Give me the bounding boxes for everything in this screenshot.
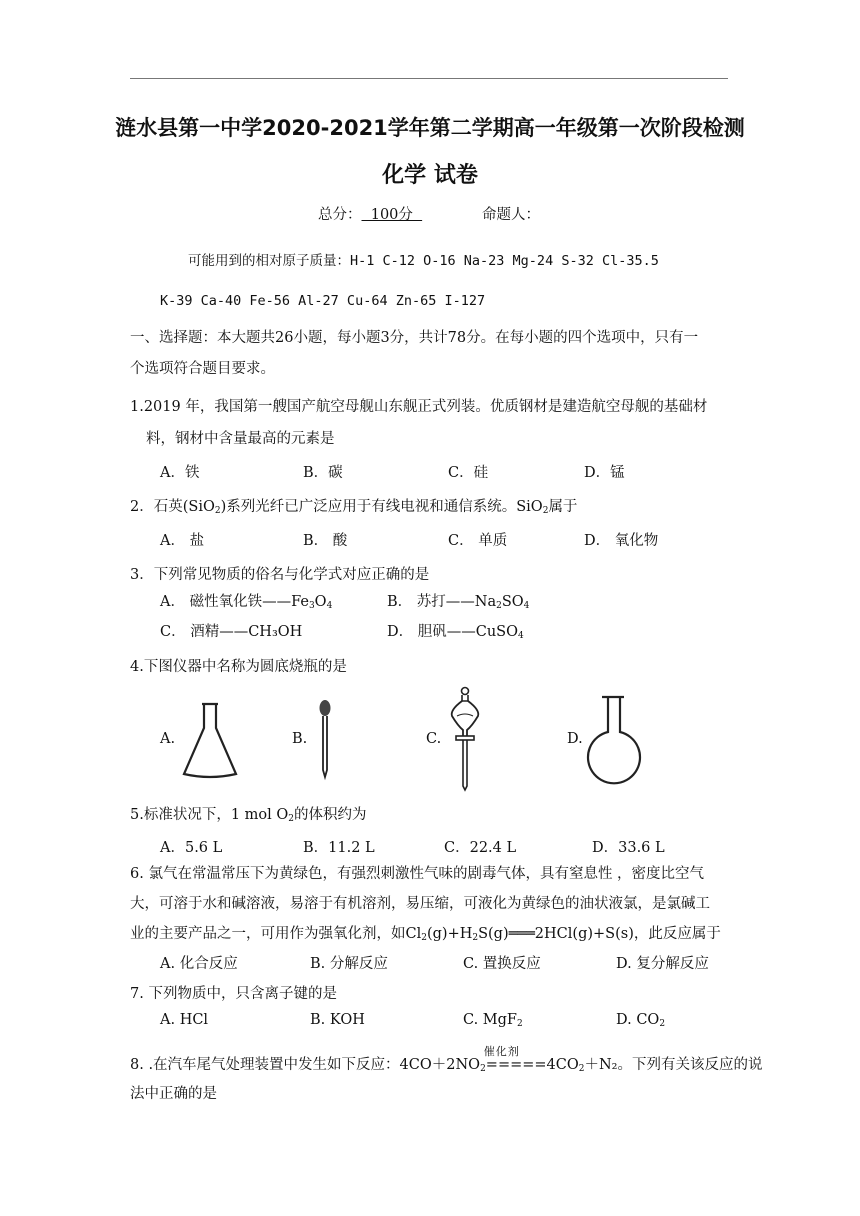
round-bottom-flask-icon [588,692,644,784]
q6-stem-line3: 业的主要产品之一，可用作为强氧化剂，如$Cl_2(g)+H_2S(g)═══2HCl(g)+S(s)$，此反应属于 [130,926,721,943]
catalyst-arrow: 催化剂 ===== [483,1045,547,1073]
q4-option-c: C. [426,731,442,747]
q4-option-d: D. [567,731,583,747]
q1-stem-line1: 1.2019 年，我国第一艘国产航空母舰山东舰正式列装。优质钢材是建造航空母舰的基础材 [130,399,708,415]
q3-option-b: B． 苏打$——Na_2SO_4$ [387,594,530,611]
q3-option-a: A． 磁性氧化铁$——Fe_3O_4$ [160,594,333,611]
separatory-funnel-icon [448,686,482,790]
q2-option-c: C． 单质 [448,533,508,549]
q2-option-a: A． 盐 [160,533,205,549]
header-rule [130,78,728,79]
q2-option-b: B． 酸 [303,533,348,549]
atomic-masses-line1: 可能用到的相对原子质量：H-1 C-12 O-16 Na-23 Mg-24 S-32 Cl-35.5 [188,253,659,269]
q8-stem-line2: 法中正确的是 [130,1086,217,1102]
q8-stem-line1: 8. .在汽车尾气处理装置中发生如下反应：$4CO+2NO_2$ 催化剂 $=====4CO_2+N_2$。下列有关该反应的说 [130,1045,763,1074]
q6-stem-line2: 大，可溶于水和碱溶液，易溶于有机溶剂，易压缩，可液化为黄绿色的油状液氯，是氯碱工 [130,896,710,912]
q6-option-c: C. 置换反应 [463,956,541,972]
exam-subtitle: 化学 试卷 [382,163,478,188]
q6-option-d: D. 复分解反应 [616,956,709,972]
q5-option-a: A．5.6 L [160,840,223,856]
q1-option-c: C．硅 [448,465,489,481]
q3-option-d: D． 胆矾——CuSO$_4$ [387,624,524,641]
q1-option-a: A．铁 [160,465,200,481]
atomic-masses-line2: K-39 Ca-40 Fe-56 Al-27 Cu-64 Zn-65 I-127 [160,293,486,309]
dropper-icon [315,698,335,780]
q3-option-c: C． 酒精——CH₃OH [160,624,303,640]
section-heading-line2: 个选项符合题目要求。 [130,361,275,377]
q4-option-b: B. [292,731,308,747]
q2-stem: 2．石英(SiO$_2$)系列光纤已广泛应用于有线电视和通信系统。SiO$_2$属于 [130,499,578,516]
q7-option-c: C. MgF$_2$ [463,1012,523,1029]
q6-option-b: B. 分解反应 [310,956,388,972]
q7-option-b: B. KOH [310,1012,365,1028]
q5-option-d: D．33.6 L [592,840,665,856]
q3-stem: 3．下列常见物质的俗名与化学式对应正确的是 [130,567,430,583]
q4-option-a: A. [160,731,176,747]
total-score: 总分： 100分 [318,207,423,223]
author: 命题人： [482,207,540,223]
q7-option-a: A. HCl [160,1012,209,1028]
q6-stem-line1: 6. 氯气在常温常压下为黄绿色，有强烈刺激性气味的剧毒气体，具有窒息性 ，密度比空气 [130,866,705,882]
q1-option-b: B．碳 [303,465,343,481]
q7-option-d: D. $CO_2$ [616,1012,666,1029]
q5-option-c: C．22.4 L [444,840,517,856]
q7-stem: 7. 下列物质中，只含离子键的是 [130,986,337,1002]
q4-stem: 4.下图仪器中名称为圆底烧瓶的是 [130,659,347,675]
exam-title: 涟水县第一中学2020-2021学年第二学期高一年级第一次阶段检测 [115,116,745,140]
q5-stem: 5.标准状况下，1 mol $O_2$的体积约为 [130,807,367,824]
q1-option-d: D．锰 [584,465,625,481]
q1-stem-line2: 料，钢材中含量最高的元素是 [146,431,335,447]
q2-option-d: D． 氧化物 [584,533,659,549]
conical-flask-icon [180,700,240,780]
q5-option-b: B．11.2 L [303,840,375,856]
q6-option-a: A. 化合反应 [160,956,238,972]
section-heading-line1: 一、选择题：本大题共26小题，每小题3分，共计78分。在每小题的四个选项中，只有一 [130,330,699,346]
